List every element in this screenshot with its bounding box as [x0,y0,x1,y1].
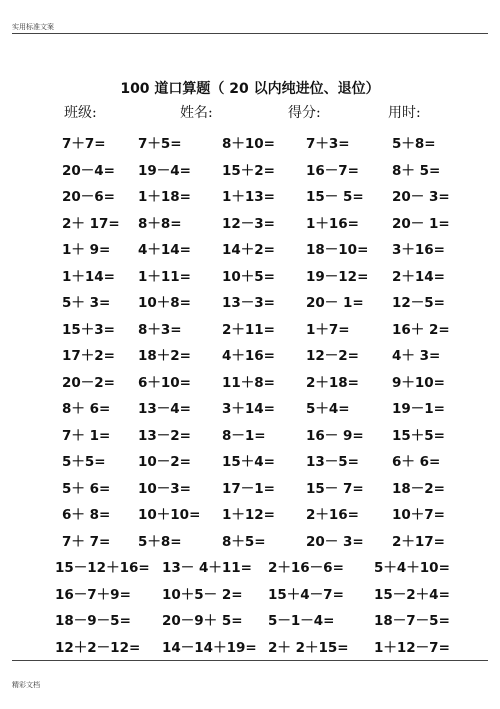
problem-item: 2＋ 2＋15= [268,639,349,656]
problem-item: 2＋18= [306,374,359,391]
problem-item: 11＋8= [222,374,275,391]
problem-item: 18－7－5= [374,613,450,629]
problem-item: 16－ 9= [306,427,364,444]
problem-item: 10＋8= [138,295,191,311]
problem-item: 2＋16= [306,507,359,523]
problem-item: 13－2= [138,427,191,444]
problem-item: 4＋ 3= [392,348,441,364]
problem-item: 19－1= [392,401,445,417]
problem-item: 6＋ 8= [62,507,111,523]
problem-item: 7＋ 1= [62,427,111,444]
problem-item: 14－14＋19= [162,639,257,656]
problem-item: 15－2＋4= [374,586,450,603]
problem-item: 12－3= [222,215,275,232]
problem-item: 5－1－4= [268,613,335,629]
problem-row [0,556,500,576]
problem-item: 18＋2= [138,348,191,364]
problem-item: 7＋5= [138,136,182,152]
problem-item: 3＋14= [222,401,275,417]
problem-row [0,636,500,656]
page-header: 实用标准文案 [12,23,54,31]
problem-item: 2＋16－6= [268,560,344,576]
worksheet-title: 100 道口算题（ 20 以内纯进位、退位） [120,81,380,97]
problem-row [0,185,500,205]
problem-row [0,397,500,417]
header-rule [12,33,488,34]
problem-row [0,609,500,629]
problem-item: 8＋ 5= [392,162,441,179]
problem-item: 5＋8= [392,136,436,152]
problem-row [0,132,500,152]
problem-item: 5＋ 3= [62,295,111,311]
problem-item: 12－5= [392,295,445,311]
problem-row [0,265,500,285]
problem-item: 20－ 3= [306,533,364,550]
problem-item: 2＋11= [222,321,275,338]
problem-item: 5＋8= [138,533,182,550]
problem-item: 15＋3= [62,321,115,338]
problem-row [0,424,500,444]
problem-item: 15＋5= [392,427,445,444]
problem-item: 13－4= [138,401,191,417]
problem-item: 16＋ 2= [392,321,450,338]
problem-item: 8＋8= [138,215,182,232]
problem-item: 6＋ 6= [392,454,441,470]
problem-item: 15－ 7= [306,480,364,497]
problem-item: 20－4= [62,162,115,179]
problem-item: 1＋12－7= [374,639,450,656]
problem-item: 1＋ 9= [62,242,111,258]
problem-item: 15＋4= [222,454,275,470]
problem-item: 8＋3= [138,321,182,338]
problem-item: 1＋18= [138,189,191,205]
problem-row [0,371,500,391]
problem-item: 20－6= [62,189,115,205]
problem-item: 17－1= [222,480,275,497]
problem-item: 18－2= [392,480,445,497]
time-label: 用时: [388,105,421,121]
problem-item: 5＋5= [62,454,106,470]
problem-item: 5＋ 6= [62,480,111,497]
problem-item: 10－2= [138,454,191,470]
problem-item: 6＋10= [138,374,191,391]
problem-item: 1＋13= [222,189,275,205]
problem-item: 2＋14= [392,268,445,285]
problem-item: 1＋16= [306,215,359,232]
problem-item: 10＋5－ 2= [162,586,243,603]
problem-item: 9＋10= [392,374,445,391]
problem-item: 4＋16= [222,348,275,364]
problem-row [0,503,500,523]
problem-item: 13－ 4＋11= [162,560,252,576]
problem-item: 7＋ 7= [62,533,111,550]
problem-item: 1＋12= [222,507,275,523]
problem-item: 8＋ 6= [62,401,111,417]
score-label: 得分: [288,105,321,121]
problem-item: 20－9＋ 5= [162,613,243,629]
problem-item: 1＋11= [138,268,191,285]
problem-row [0,450,500,470]
problem-item: 12－2= [306,348,359,364]
problem-item: 12＋2－12= [55,639,141,656]
problem-item: 1＋7= [306,321,350,338]
problem-row [0,344,500,364]
problem-item: 8＋5= [222,533,266,550]
problem-item: 15－ 5= [306,189,364,205]
problem-item: 15＋2= [222,162,275,179]
problem-item: 4＋14= [138,242,191,258]
problem-item: 20－ 3= [392,189,450,205]
problem-item: 7＋7= [62,136,106,152]
problem-item: 16－7= [306,162,359,179]
problem-row [0,291,500,311]
problem-item: 19－4= [138,162,191,179]
problem-item: 3＋16= [392,242,445,258]
problem-row [0,238,500,258]
problem-row [0,318,500,338]
problem-item: 10＋10= [138,507,201,523]
problem-item: 20－ 1= [306,295,364,311]
problem-item: 5＋4＋10= [374,560,450,576]
problem-item: 2＋17= [392,533,445,550]
footer-rule [12,660,488,661]
problem-item: 10＋5= [222,268,275,285]
problem-row [0,583,500,603]
problem-item: 16－7＋9= [55,586,131,603]
problem-item: 18－9－5= [55,613,131,629]
problem-item: 10＋7= [392,507,445,523]
problem-row [0,159,500,179]
problem-item: 13－5= [306,454,359,470]
problem-item: 17＋2= [62,348,115,364]
problem-item: 8＋10= [222,136,275,152]
problem-row [0,212,500,232]
problem-item: 15＋4－7= [268,586,344,603]
name-label: 姓名: [180,105,213,121]
problem-item: 20－ 1= [392,215,450,232]
problem-item: 19－12= [306,268,369,285]
page-footer: 精彩文档 [12,681,40,689]
problem-item: 20－2= [62,374,115,391]
problem-item: 15－12＋16= [55,560,150,576]
problem-row [0,477,500,497]
problem-row [0,530,500,550]
class-label: 班级: [64,105,97,121]
problem-item: 14＋2= [222,242,275,258]
problem-item: 18－10= [306,242,369,258]
problem-item: 2＋ 17= [62,215,120,232]
problem-item: 8－1= [222,427,266,444]
problem-item: 7＋3= [306,136,350,152]
problem-item: 13－3= [222,295,275,311]
problem-item: 5＋4= [306,401,350,417]
problem-item: 1＋14= [62,268,115,285]
problem-item: 10－3= [138,480,191,497]
